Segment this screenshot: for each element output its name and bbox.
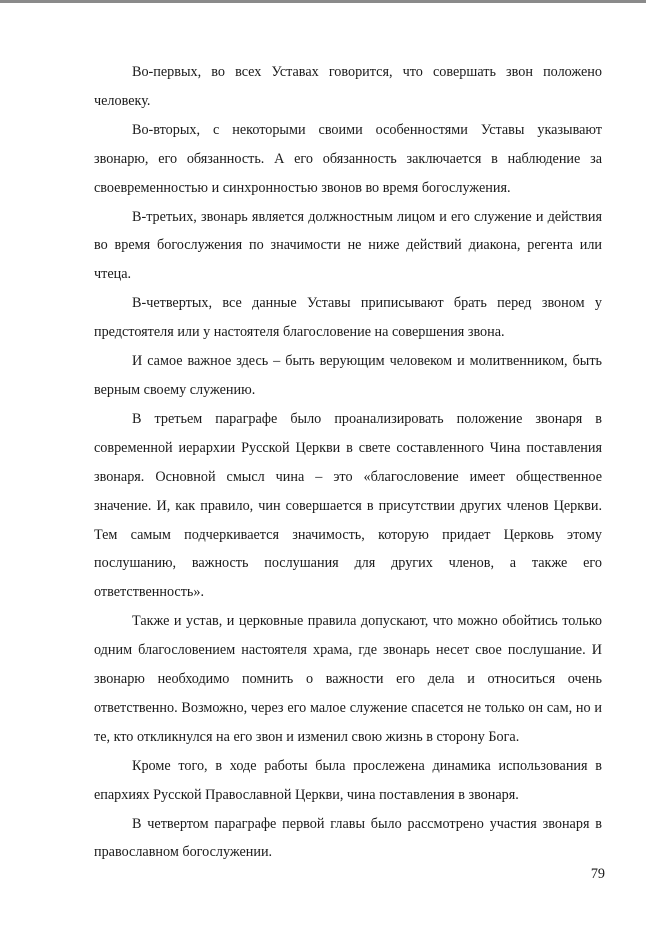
document-body	[94, 58, 602, 867]
paragraph: Также и устав, и церковные правила допускают, что можно обойтись только одним благословением настоятеля храма, где звонарь несет свое послушание. И звонарю необходимо помнить о важности его дела и относиться очень ответственно. Возможно, через его малое служение спасется не только он сам, но и те, кто откликнулся на его звон и изменил свою жизнь в сторону Бога.	[94, 613, 602, 745]
paragraph: В четвертом параграфе первой главы было рассмотрено участия звонаря в православном богослужении.	[94, 815, 602, 861]
paragraph: И самое важное здесь – быть верующим человеком и молитвенником, быть верным своему служению.	[94, 353, 602, 398]
page-number: 79	[590, 866, 605, 882]
paragraph: В-третьих, звонарь является должностным лицом и его служение и действия во время богослужения по значимости не ниже действий диакона, регента или чтеца.	[94, 208, 602, 283]
top-border	[0, 0, 646, 3]
paragraph: Во-первых, во всех Уставах говорится, что совершать звон положено человеку.	[94, 64, 602, 109]
paragraph: В-четвертых, все данные Уставы приписывают брать перед звоном у предстоятеля или у настоятеля благословение на совершения звона.	[94, 295, 602, 341]
paragraph: Кроме того, в ходе работы была прослежена динамика использования в епархиях Русской Православной Церкви, чина поставления в звонаря.	[94, 757, 602, 803]
paragraph: В третьем параграфе было проанализировать положение звонаря в современной иерархии Русской Церкви в свете составленного Чина поставления звонаря. Основной смысл чина – это «благословение имеет общественное значение. И, как правило, чин совершается в присутствии других членов Церкви. Тем самым подчеркивается значимость, которую придает Церковь этому послушанию, важность послушания для других членов, а также его ответственность».	[94, 410, 602, 601]
paragraph: Во-вторых, с некоторыми своими особенностями Уставы указывают звонарю, его обязанность. А его обязанность заключается в наблюдение за своевременностью и синхронностью звонов во время богослужения.	[94, 121, 602, 196]
